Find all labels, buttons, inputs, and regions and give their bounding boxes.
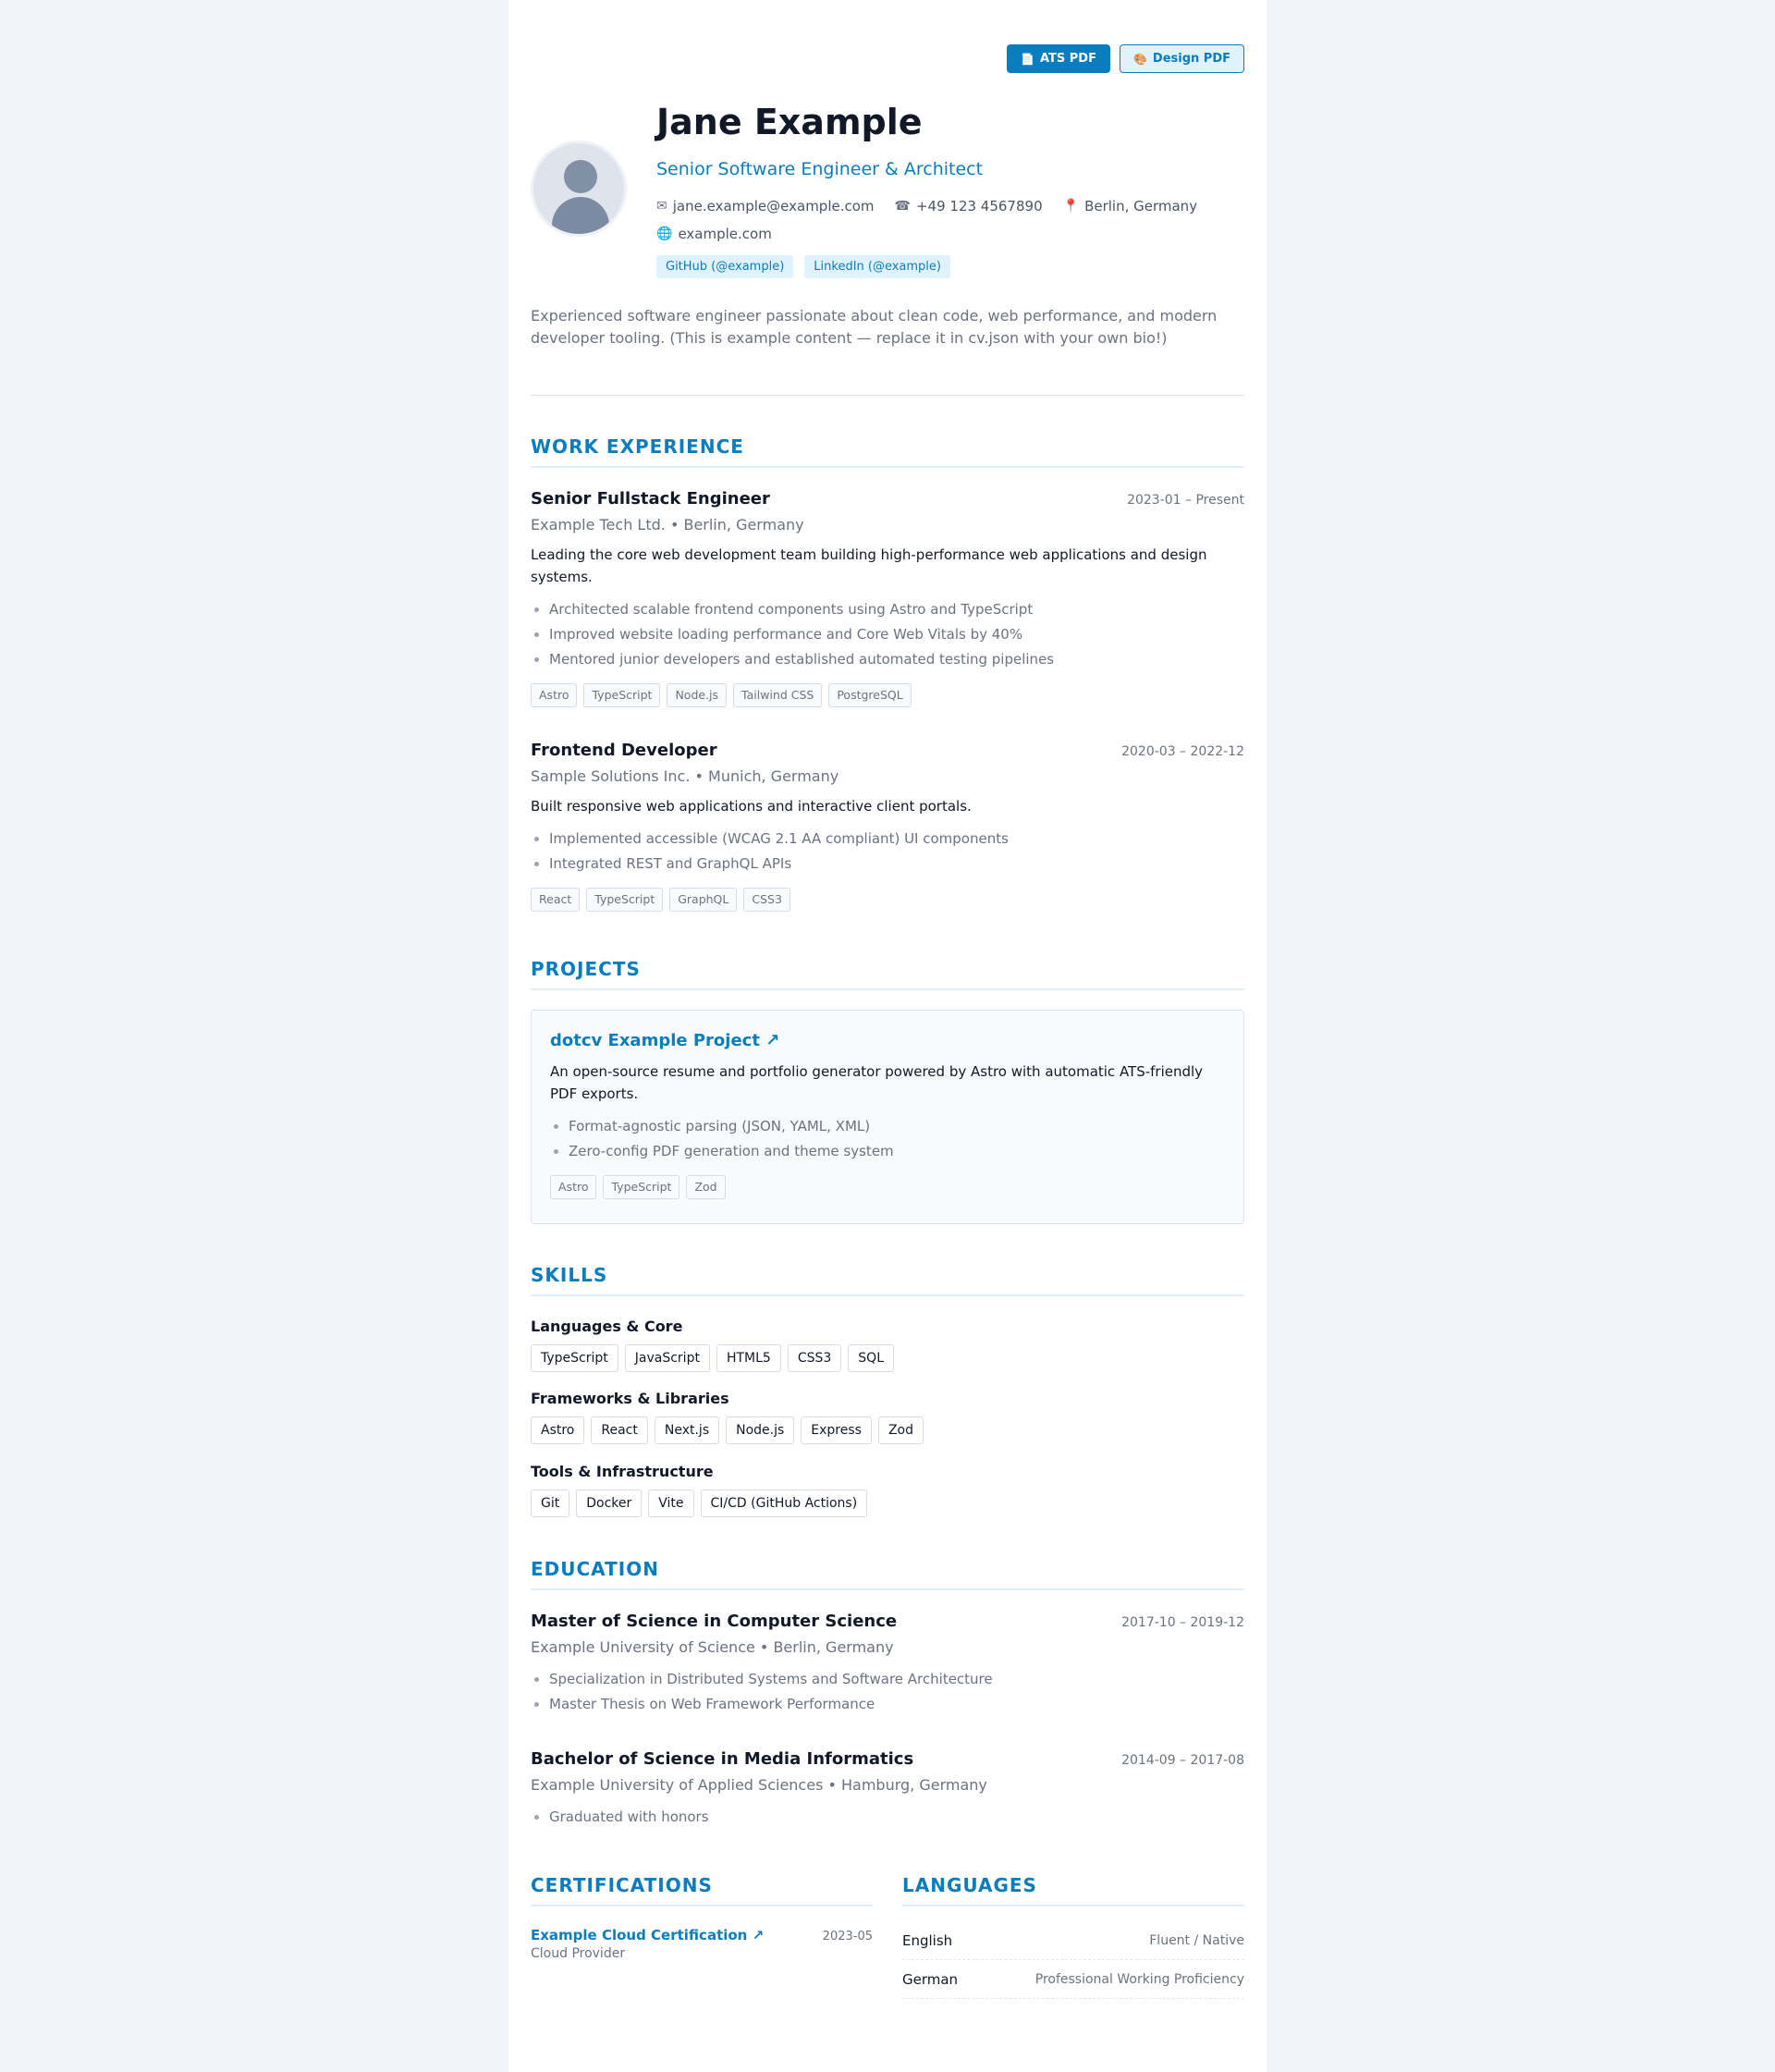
ats-pdf-label: ATS PDF — [1039, 52, 1096, 66]
section-title-work: WORK EXPERIENCE — [531, 435, 1244, 468]
list-item: • Implemented accessible (WCAG 2.1 AA compliant) UI components — [549, 827, 1244, 852]
language-level: Professional Working Proficiency — [1034, 1971, 1244, 1987]
skill-group — [531, 1462, 1244, 1517]
education-entry — [531, 1610, 1244, 1717]
tech-tag: Zod — [686, 1175, 725, 1199]
job-date: 2020-03 – 2022-12 — [1121, 744, 1244, 759]
job-description: Leading the core web development team building high-performance web applications and design systems. — [531, 546, 1207, 585]
job-highlights — [531, 827, 1244, 877]
language-row — [902, 1960, 1244, 1999]
job-title: Frontend Developer — [531, 741, 717, 760]
contact-list — [656, 196, 1248, 244]
tech-tag: TypeScript — [603, 1175, 679, 1199]
skill-chip: Astro — [531, 1416, 584, 1444]
skill-chip: CI/CD (GitHub Actions) — [701, 1490, 868, 1517]
pdf-toolbar — [1007, 44, 1244, 73]
job-tags — [531, 888, 1244, 912]
list-item: • Integrated REST and GraphQL APIs — [549, 852, 1244, 877]
list-item: • Mentored junior developers and established automated testing pipelines — [549, 647, 1244, 672]
social-links — [656, 255, 1244, 278]
list-item: • Architected scalable frontend components using Astro and TypeScript — [549, 597, 1244, 622]
avatar — [531, 141, 627, 237]
job-company: Sample Solutions Inc. • Munich, Germany — [531, 767, 839, 785]
skill-group-label: Tools & Infrastructure — [531, 1463, 714, 1480]
section-title-projects: PROJECTS — [531, 957, 1244, 990]
project-title-link[interactable]: dotcv Example Project ↗ — [550, 1031, 780, 1050]
skill-chip: TypeScript — [531, 1344, 618, 1372]
list-item: • Specialization in Distributed Systems and Software Architecture — [549, 1667, 1244, 1692]
education-highlights — [531, 1805, 1244, 1830]
degree-title: Master of Science in Computer Science — [531, 1612, 898, 1631]
job-company: Example Tech Ltd. • Berlin, Germany — [531, 516, 804, 533]
avatar-head-shape — [564, 160, 597, 193]
certification-entry — [531, 1927, 873, 1961]
skill-chip: Node.js — [726, 1416, 794, 1444]
phone-text: +49 123 4567890 — [915, 198, 1043, 215]
header-divider — [531, 395, 1244, 396]
section-title-languages: LANGUAGES — [902, 1873, 1244, 1906]
design-pdf-label: Design PDF — [1152, 52, 1230, 66]
project-description: An open-source resume and portfolio generator powered by Astro with automatic ATS-friendly PDF exports. — [550, 1063, 1204, 1102]
tech-tag: React — [531, 888, 580, 912]
skill-chip: HTML5 — [716, 1344, 781, 1372]
job-date: 2023-01 – Present — [1127, 493, 1244, 508]
education-entry — [531, 1747, 1244, 1830]
list-item: • Master Thesis on Web Framework Performance — [549, 1692, 1244, 1717]
mail-icon: ✉ — [656, 199, 667, 214]
email-text: jane.example@example.com — [672, 198, 875, 215]
language-name: English — [902, 1931, 953, 1949]
contact-website[interactable] — [656, 224, 772, 244]
website-text: example.com — [678, 226, 772, 242]
language-list — [902, 1921, 1244, 1999]
skill-group — [531, 1389, 1244, 1444]
skill-group — [531, 1317, 1244, 1372]
project-highlights — [550, 1114, 1225, 1164]
profile-summary: Experienced software engineer passionate about clean code, web performance, and modern developer tooling. (This is example content — replace it in cv.json with your own bio!) — [531, 307, 1218, 347]
profile-title: Senior Software Engineer & Architect — [656, 159, 984, 179]
skill-group-label: Languages & Core — [531, 1318, 683, 1335]
list-item: • Format-agnostic parsing (JSON, YAML, XML) — [569, 1114, 1225, 1139]
resume-page — [508, 0, 1267, 2072]
skill-chips — [531, 1344, 1244, 1372]
skill-chip: React — [591, 1416, 647, 1444]
skill-chip: Express — [801, 1416, 872, 1444]
contact-location — [1063, 196, 1197, 216]
tech-tag: Node.js — [667, 683, 727, 707]
linkedin-link[interactable]: LinkedIn (@example) — [804, 255, 950, 278]
globe-icon: 🌐 — [656, 227, 673, 241]
skill-chip: Zod — [878, 1416, 924, 1444]
tech-tag: Astro — [550, 1175, 596, 1199]
contact-email[interactable] — [656, 196, 875, 216]
certification-link[interactable]: Example Cloud Certification ↗ — [531, 1927, 765, 1943]
language-row — [902, 1921, 1244, 1960]
skill-chip: Vite — [648, 1490, 693, 1517]
location-text: Berlin, Germany — [1084, 198, 1198, 215]
work-entry — [531, 739, 1244, 912]
github-link[interactable]: GitHub (@example) — [656, 255, 793, 278]
document-icon: 📄 — [1020, 52, 1034, 66]
job-title: Senior Fullstack Engineer — [531, 489, 770, 509]
language-level: Fluent / Native — [1149, 1932, 1244, 1948]
palette-icon: 🎨 — [1132, 52, 1147, 66]
degree-title: Bachelor of Science in Media Informatics — [531, 1749, 914, 1769]
contact-phone[interactable] — [895, 196, 1043, 216]
skill-chip: Git — [531, 1490, 569, 1517]
school-name: Example University of Applied Sciences • Hamburg, Germany — [531, 1776, 987, 1794]
skill-group-label: Frameworks & Libraries — [531, 1390, 729, 1407]
profile-name: Jane Example — [656, 102, 923, 142]
location-pin-icon: 📍 — [1062, 199, 1080, 214]
language-name: German — [902, 1970, 959, 1988]
tech-tag: TypeScript — [586, 888, 663, 912]
tech-tag: TypeScript — [583, 683, 660, 707]
work-entry — [531, 487, 1244, 707]
tech-tag: CSS3 — [743, 888, 790, 912]
skill-chip: Next.js — [655, 1416, 719, 1444]
skill-chip: SQL — [848, 1344, 894, 1372]
skill-chip: JavaScript — [625, 1344, 710, 1372]
skill-chip: Docker — [576, 1490, 642, 1517]
ats-pdf-button[interactable] — [1007, 44, 1110, 73]
list-item: • Improved website loading performance and Core Web Vitals by 40% — [549, 622, 1244, 647]
tech-tag: GraphQL — [669, 888, 737, 912]
project-card — [531, 1010, 1244, 1224]
design-pdf-button[interactable] — [1120, 44, 1244, 73]
tech-tag: Astro — [531, 683, 577, 707]
project-tags — [550, 1175, 1225, 1199]
list-item: • Graduated with honors — [549, 1805, 1244, 1830]
tech-tag: PostgreSQL — [828, 683, 911, 707]
certification-date: 2023-05 — [822, 1930, 873, 1943]
job-description: Built responsive web applications and interactive client portals. — [531, 798, 972, 815]
phone-icon: ☎ — [894, 199, 911, 214]
degree-date: 2014-09 – 2017-08 — [1121, 1753, 1244, 1768]
certification-issuer: Cloud Provider — [531, 1946, 626, 1961]
avatar-body-shape — [552, 197, 609, 237]
skill-chips — [531, 1416, 1244, 1444]
tech-tag: Tailwind CSS — [733, 683, 822, 707]
section-title-education: EDUCATION — [531, 1557, 1244, 1590]
skill-chip: CSS3 — [788, 1344, 841, 1372]
school-name: Example University of Science • Berlin, Germany — [531, 1638, 894, 1656]
list-item: • Zero-config PDF generation and theme system — [569, 1139, 1225, 1164]
profile-info — [656, 100, 1244, 278]
job-highlights — [531, 597, 1244, 672]
section-title-certifications: CERTIFICATIONS — [531, 1873, 873, 1906]
skill-chips — [531, 1490, 1244, 1517]
degree-date: 2017-10 – 2019-12 — [1121, 1615, 1244, 1630]
job-tags — [531, 683, 1244, 707]
education-highlights — [531, 1667, 1244, 1717]
section-title-skills: SKILLS — [531, 1263, 1244, 1296]
